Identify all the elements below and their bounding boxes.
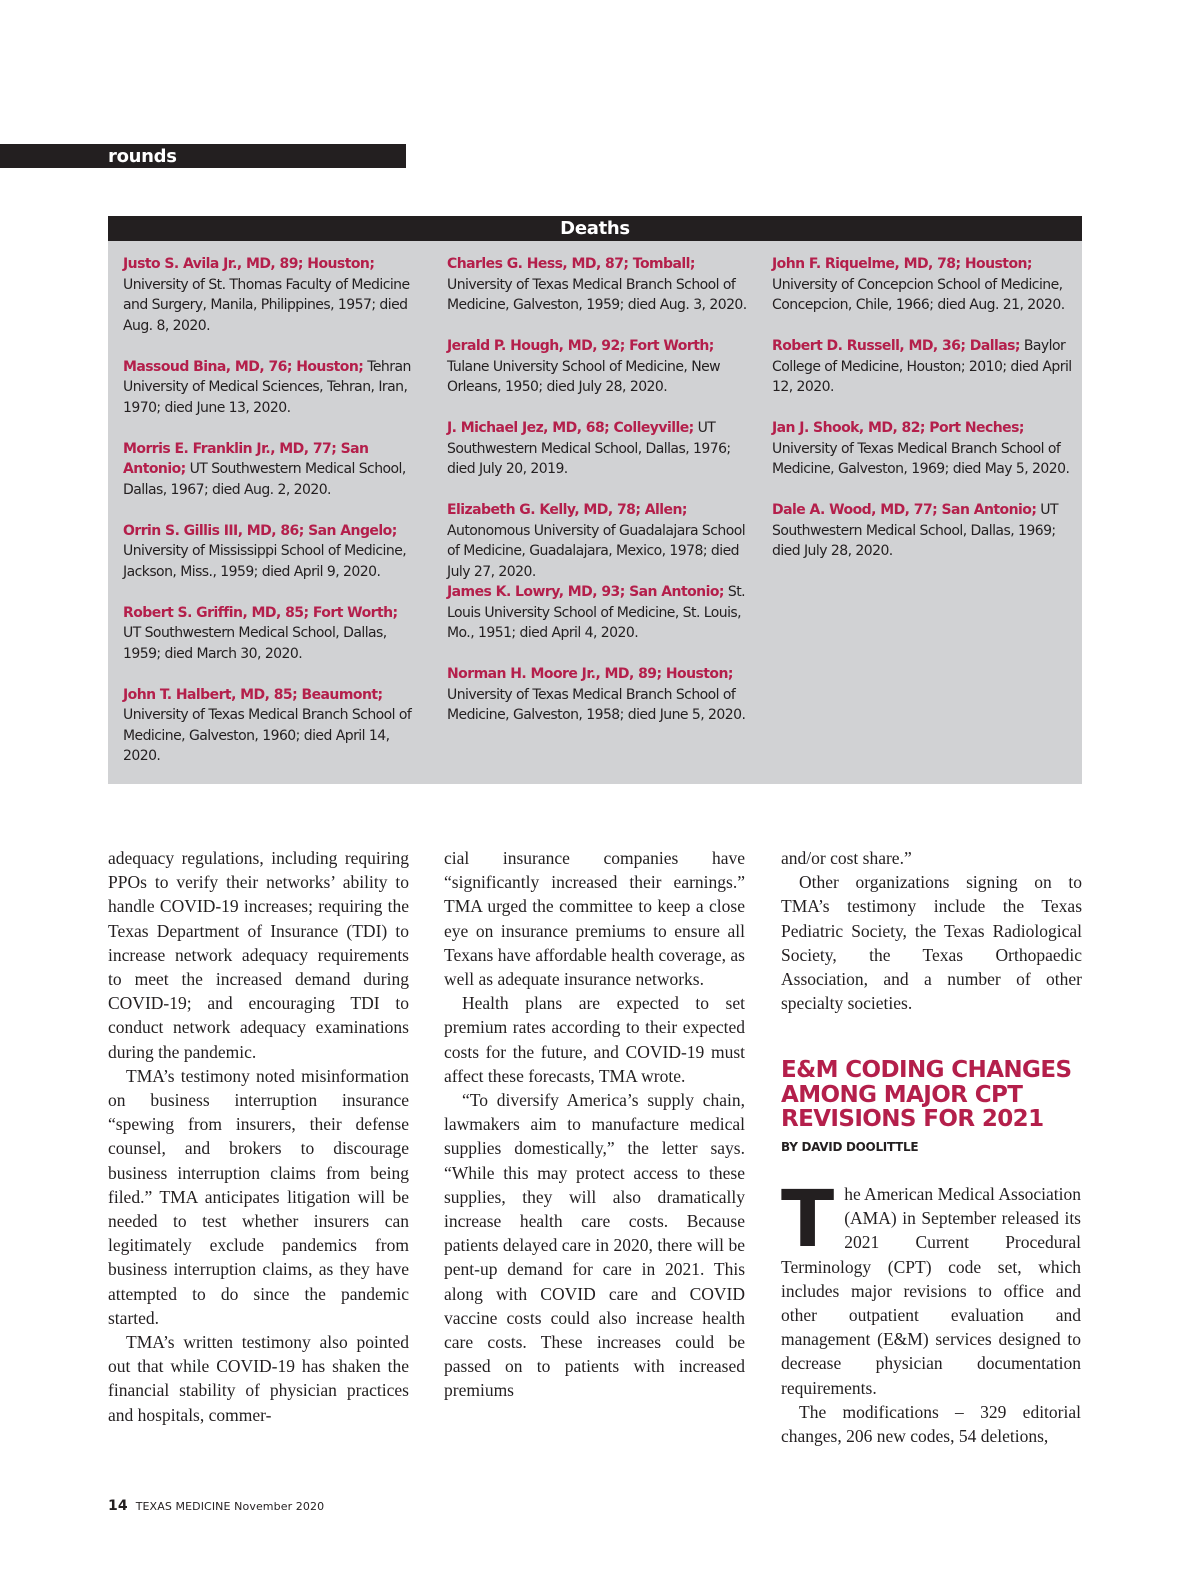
- death-entry-name: John F. Riquelme, MD, 78; Houston;: [772, 256, 1032, 272]
- paragraph: cial insurance companies have “significantly increased their earnings.” TMA urged the committee to keep a close eye on insurance premiums to ensure all Texans have affordable health coverage, as well as adequate insurance networks.: [444, 848, 745, 990]
- death-entry: [123, 685, 423, 767]
- death-entry-detail: Baylor College of Medicine, Houston; 2010; died April 12, 2020.: [772, 338, 1072, 395]
- death-entry-name: Dale A. Wood, MD, 77; San Antonio;: [772, 502, 1037, 518]
- death-entry-detail: UT Southwestern Medical School, Dallas, 1969; died July 28, 2020.: [772, 502, 1058, 559]
- paragraph: “To diversify America’s supply chain, lawmakers aim to manufacture medical supplies domestically,” the letter says. “While this may protect access to these supplies, they will also dramatically increase health care costs. Because patients delayed care in 2020, there will be pent-up demand for care in 2021. This along with COVID care and COVID vaccine costs could also increase health care costs. These increases could be passed on to patients with increased premiums: [444, 1090, 745, 1401]
- death-entry-name: Norman H. Moore Jr., MD, 89; Houston;: [447, 666, 733, 682]
- article-headline: E&M CODING CHANGES AMONG MAJOR CPT REVISIONS FOR 2021: [781, 1057, 1072, 1132]
- death-entry-name: J. Michael Jez, MD, 68; Colleyville;: [447, 420, 694, 436]
- death-entry-detail: University of Texas Medical Branch School of Medicine, Galveston, 1969; died May 5, 2020.: [772, 440, 1070, 477]
- death-entry-name: Jan J. Shook, MD, 82; Port Neches;: [772, 420, 1024, 436]
- death-entry-name: Orrin S. Gillis III, MD, 86; San Angelo;: [123, 522, 397, 539]
- death-entry: [772, 254, 1072, 316]
- death-entry: [447, 664, 747, 726]
- death-entry-detail: Tehran University of Medical Sciences, Tehran, Iran, 1970; died June 13, 2020.: [123, 358, 411, 416]
- death-entry: [123, 521, 423, 583]
- death-entry-detail: University of Texas Medical Branch School of Medicine, Galveston, 1960; died April 14, 2020.: [123, 707, 412, 764]
- section-label: rounds: [108, 146, 177, 167]
- issue-date: November 2020: [234, 1500, 325, 1513]
- death-entry-name: Elizabeth G. Kelly, MD, 78; Allen;: [447, 502, 687, 518]
- death-entry-detail: St. Louis University School of Medicine, St. Louis, Mo., 1951; died April 4, 2020.: [447, 584, 746, 641]
- lead-text: he American Medical Association (AMA) in September released its 2021 Current Procedural Terminology (CPT) code set, which includes major revisions to office and other outpatient evaluation and management (E&M) services designed to decrease physician documentation requirements.: [781, 1184, 1081, 1398]
- paragraph: and/or cost share.”: [781, 848, 912, 868]
- deaths-box: [108, 216, 1082, 784]
- death-entry: [447, 254, 747, 316]
- paragraph: Health plans are expected to set premium rates according to their expected costs for the future, and COVID-19 must affect these forecasts, TMA wrote.: [444, 993, 745, 1086]
- death-entry: [123, 603, 423, 665]
- deaths-column-2: [447, 254, 747, 726]
- article-column-3: [781, 846, 1082, 1015]
- death-entry-detail: UT Southwestern Medical School, Dallas, 1959; died March 30, 2020.: [123, 625, 387, 662]
- death-entry-name: Jerald P. Hough, MD, 92; Fort Worth;: [447, 338, 714, 354]
- deaths-column-1: [123, 254, 423, 767]
- death-entry-detail: University of St. Thomas Faculty of Medicine and Surgery, Manila, Philippines, 1957; died Aug. 8, 2020.: [123, 276, 410, 334]
- lead-paragraph: [781, 1175, 1081, 1400]
- page-footer: [108, 1498, 324, 1514]
- paragraph: TMA’s written testimony also pointed out that while COVID-19 has shaken the financial stability of physician practices and hospitals, commer-: [108, 1332, 409, 1425]
- death-entry-name: Charles G. Hess, MD, 87; Tomball;: [447, 256, 695, 272]
- death-entry-detail: University of Concepcion School of Medicine, Concepcion, Chile, 1966; died Aug. 21, 2020.: [772, 276, 1065, 313]
- paragraph: Other organizations signing on to TMA’s testimony include the Texas Pediatric Society, the Texas Radiological Society, the Texas Orthopaedic Association, and a number of other specialty societies.: [781, 872, 1082, 1014]
- death-entry: [123, 357, 423, 419]
- death-entry-detail: University of Texas Medical Branch School of Medicine, Galveston, 1958; died June 5, 2020.: [447, 686, 746, 723]
- death-entry-detail: UT Southwestern Medical School, Dallas, 1967; died Aug. 2, 2020.: [123, 461, 406, 498]
- death-entry: [772, 500, 1072, 562]
- article-column-1: [108, 846, 409, 1427]
- death-entry: [447, 500, 747, 582]
- death-entry: [772, 336, 1072, 398]
- death-entry-name: Robert D. Russell, MD, 36; Dallas;: [772, 338, 1020, 354]
- drop-cap: T: [781, 1175, 835, 1265]
- death-entry-detail: UT Southwestern Medical School, Dallas, 1976; died July 20, 2019.: [447, 420, 731, 477]
- death-entry: [123, 439, 423, 501]
- death-entry-name: John T. Halbert, MD, 85; Beaumont;: [123, 686, 383, 703]
- publication-name: TEXAS MEDICINE: [135, 1500, 231, 1513]
- death-entry: [123, 254, 423, 336]
- death-entry-name: James K. Lowry, MD, 93; San Antonio;: [447, 584, 724, 600]
- paragraph: TMA’s testimony noted misinformation on business interruption insurance “spewing from insurers, their defense counsel, and brokers to discourage business interruption claims from being filed.” TMA anticipates litigation will be needed to test whether insurers can legitimately exclude pandemics from business interruption claims, as they have attempted to do since the pandemic started.: [108, 1065, 409, 1328]
- death-entry: [447, 418, 747, 480]
- death-entry: [772, 418, 1072, 480]
- death-entry: [447, 582, 747, 644]
- death-entry: [447, 336, 747, 398]
- article-body: [781, 1175, 1081, 1448]
- death-entry-detail: Tulane University School of Medicine, New Orleans, 1950; died July 28, 2020.: [447, 358, 721, 395]
- death-entry-name: Justo S. Avila Jr., MD, 89; Houston;: [123, 256, 375, 272]
- death-entry-name: Massoud Bina, MD, 76; Houston;: [123, 358, 364, 375]
- paragraph: adequacy regulations, including requiring PPOs to verify their networks’ ability to handle COVID-19 increases; requiring the Texas Department of Insurance (TDI) to increase network adequacy requirements to meet the increased demand during COVID-19; and encouraging TDI to conduct network adequacy examinations during the pandemic.: [108, 848, 409, 1062]
- death-entry-detail: University of Texas Medical Branch School of Medicine, Galveston, 1959; died Aug. 3, 2020.: [447, 276, 747, 313]
- death-entry-name: Morris E. Franklin Jr., MD, 77; San Antonio;: [123, 440, 369, 477]
- page-number: 14: [108, 1498, 128, 1514]
- article-byline: BY DAVID DOOLITTLE: [781, 1140, 919, 1154]
- deaths-header: Deaths: [108, 216, 1082, 241]
- deaths-column-3: [772, 254, 1072, 562]
- death-entry-detail: University of Mississippi School of Medicine, Jackson, Miss., 1959; died April 9, 2020.: [123, 543, 407, 580]
- death-entry-name: Robert S. Griffin, MD, 85; Fort Worth;: [123, 604, 398, 621]
- death-entry-detail: Autonomous University of Guadalajara School of Medicine, Guadalajara, Mexico, 1978; died July 27, 2020.: [447, 522, 746, 580]
- section-bar: [0, 144, 406, 168]
- paragraph: The modifications – 329 editorial changes, 206 new codes, 54 deletions,: [781, 1401, 1081, 1447]
- article-column-2: [444, 846, 745, 1403]
